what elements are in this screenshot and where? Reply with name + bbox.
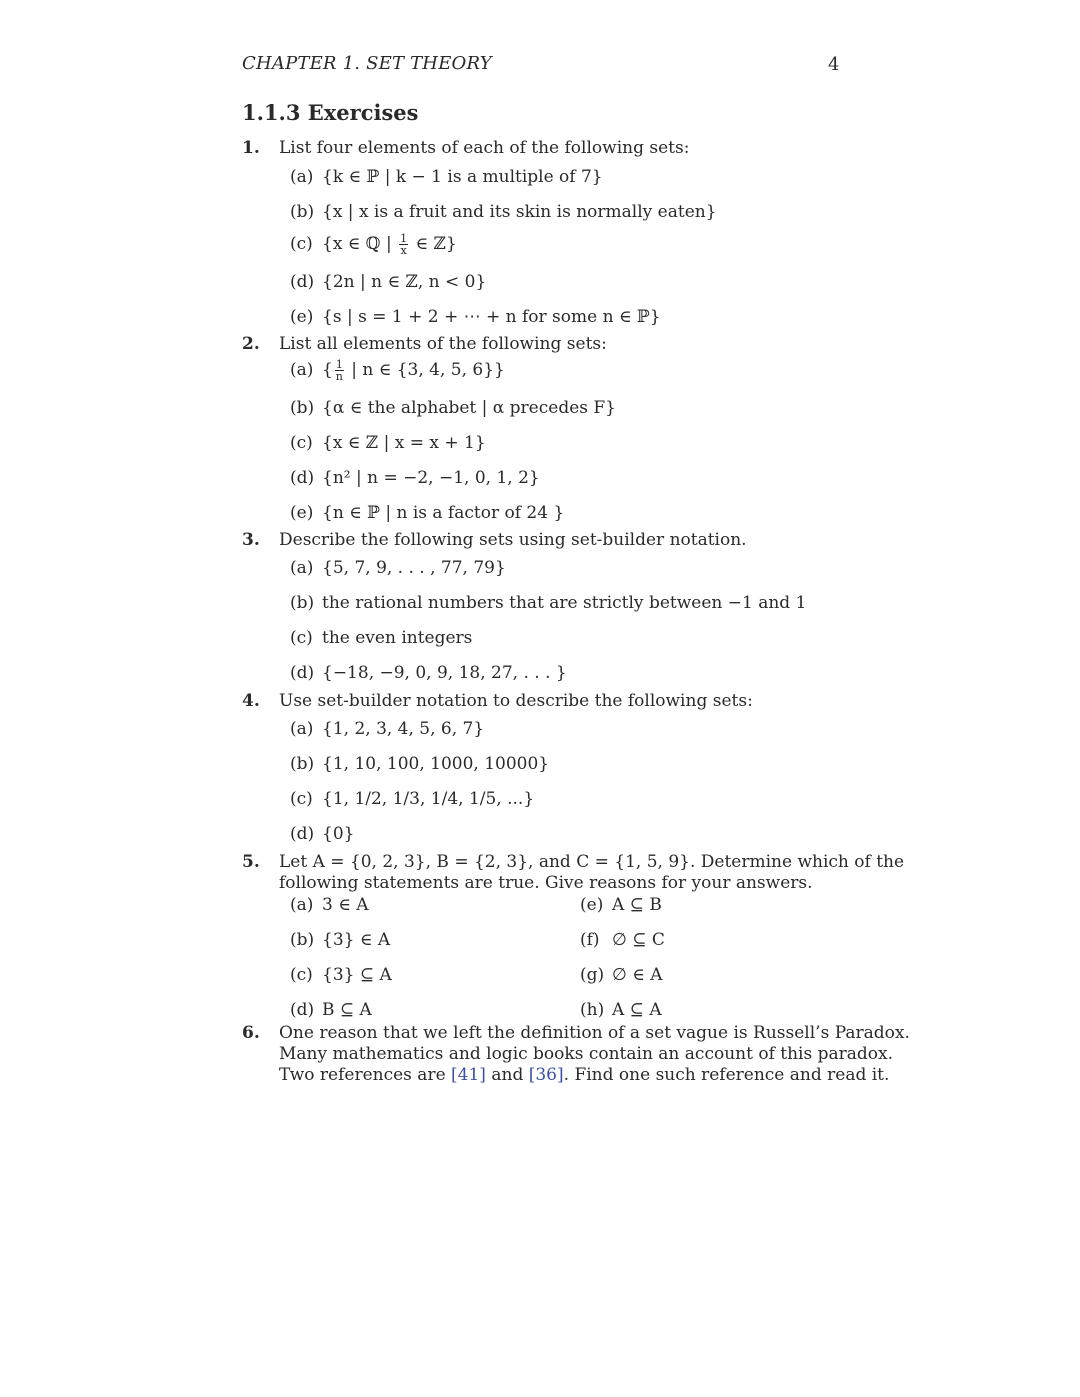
item-label: (e) [580, 895, 604, 915]
citation-link[interactable]: [36] [528, 1065, 564, 1085]
exercise-prompt: Describe the following sets using set-builder notation. [279, 530, 747, 550]
exercise-prompt-line: Let A = {0, 2, 3}, B = {2, 3}, and C = {1, 5, 9}. Determine which of the [279, 852, 905, 872]
page-number: 4 [828, 54, 840, 75]
item-text: ∅ ∈ A [612, 965, 663, 985]
fraction-numerator: 1 [400, 232, 408, 245]
item-text: {x | x is a fruit and its skin is normally eaten} [322, 202, 717, 222]
exercise-item [290, 468, 540, 488]
item-label: (e) [290, 503, 314, 523]
exercise-prompt-line [279, 1065, 889, 1086]
item-label: (b) [290, 398, 315, 418]
item-text: {0} [322, 824, 355, 844]
item-text: B ⊆ A [322, 1000, 372, 1020]
item-label: (a) [290, 558, 314, 578]
item-label: (b) [290, 754, 315, 774]
exercise-number: 5. [242, 852, 260, 872]
line-text: and [485, 1065, 529, 1085]
running-head: CHAPTER 1. SET THEORY [242, 53, 492, 74]
exercise-item [290, 167, 603, 187]
exercise-item [580, 895, 662, 915]
fraction-denominator: x [400, 244, 407, 257]
item-label: (c) [290, 965, 313, 985]
exercise-prompt: List four elements of each of the following sets: [279, 138, 690, 158]
item-label: (c) [290, 433, 313, 453]
fraction [399, 233, 408, 256]
exercise-item [290, 663, 567, 683]
item-text-pre: { [322, 360, 333, 380]
item-text: A ⊆ A [612, 1000, 662, 1020]
exercise-item [580, 930, 665, 950]
item-text-post: | n ∈ {3, 4, 5, 6}} [345, 360, 505, 380]
exercise-item [290, 272, 486, 292]
exercise-item [580, 965, 662, 985]
item-text: the even integers [322, 628, 473, 648]
item-label: (d) [290, 468, 315, 488]
item-text: {s | s = 1 + 2 + ⋯ + n for some n ∈ ℙ} [322, 307, 661, 327]
item-text: {3} ⊆ A [322, 965, 392, 985]
item-text: ∅ ⊆ C [612, 930, 665, 950]
exercise-item [290, 359, 505, 382]
exercise-prompt: List all elements of the following sets: [279, 334, 607, 354]
exercise-item [290, 202, 717, 222]
item-text: {k ∈ ℙ | k − 1 is a multiple of 7} [322, 167, 603, 187]
exercise-item [290, 719, 484, 739]
item-text: {−18, −9, 0, 9, 18, 27, . . . } [322, 663, 567, 683]
exercise-item [290, 307, 661, 327]
item-label: (d) [290, 272, 315, 292]
item-label: (f) [580, 930, 600, 950]
line-text: . Find one such reference and read it. [563, 1065, 890, 1085]
exercise-prompt-line: Many mathematics and logic books contain an account of this paradox. [279, 1044, 893, 1064]
exercise-prompt-line: following statements are true. Give reasons for your answers. [279, 873, 813, 893]
item-text-post: ∈ ℤ} [410, 234, 457, 254]
item-text: {5, 7, 9, . . . , 77, 79} [322, 558, 506, 578]
fraction-denominator: n [335, 370, 343, 383]
item-text: A ⊆ B [612, 895, 662, 915]
item-label: (c) [290, 789, 313, 809]
exercise-item [290, 789, 534, 809]
exercise-item [290, 433, 486, 453]
line-text: Two references are [279, 1065, 452, 1085]
citation-link[interactable]: [41] [451, 1065, 486, 1085]
exercise-prompt-line: One reason that we left the definition of a set vague is Russell’s Paradox. [279, 1023, 910, 1043]
exercise-number: 2. [242, 334, 260, 354]
item-text: {n ∈ ℙ | n is a factor of 24 } [322, 503, 565, 523]
exercise-item [580, 1000, 662, 1020]
exercise-item [290, 503, 564, 523]
exercise-item [290, 1000, 372, 1020]
exercise-item [290, 628, 472, 648]
exercise-item [290, 558, 506, 578]
item-text: 3 ∈ A [322, 895, 369, 915]
item-label: (b) [290, 202, 315, 222]
item-label: (c) [290, 628, 313, 648]
fraction-numerator: 1 [335, 358, 343, 371]
exercise-item [290, 233, 457, 256]
item-label: (d) [290, 1000, 315, 1020]
item-label: (d) [290, 663, 315, 683]
item-label: (e) [290, 307, 314, 327]
item-text: {x ∈ ℤ | x = x + 1} [322, 433, 486, 453]
exercise-item [290, 895, 368, 915]
item-label: (h) [580, 1000, 605, 1020]
item-text: {3} ∈ A [322, 930, 391, 950]
item-label: (g) [580, 965, 605, 985]
item-label: (b) [290, 593, 315, 613]
exercise-prompt: Use set-builder notation to describe the following sets: [279, 691, 753, 711]
item-text: {1, 2, 3, 4, 5, 6, 7} [322, 719, 485, 739]
item-text: {1, 1/2, 1/3, 1/4, 1/5, ...} [322, 789, 535, 809]
item-label: (b) [290, 930, 315, 950]
item-text: the rational numbers that are strictly between −1 and 1 [322, 593, 807, 613]
exercise-item [290, 593, 806, 613]
item-label: (a) [290, 895, 314, 915]
section-title: 1.1.3 Exercises [242, 100, 419, 125]
exercise-item [290, 930, 390, 950]
exercise-number: 6. [242, 1023, 260, 1043]
item-text: {n² | n = −2, −1, 0, 1, 2} [322, 468, 540, 488]
item-label: (a) [290, 360, 314, 380]
item-label: (a) [290, 167, 314, 187]
exercise-item [290, 398, 616, 418]
exercise-number: 4. [242, 691, 260, 711]
exercise-item [290, 754, 549, 774]
item-text-pre: {x ∈ ℚ | [322, 234, 398, 254]
item-text: {α ∈ the alphabet | α precedes F} [322, 398, 616, 418]
item-label: (c) [290, 234, 313, 254]
item-text: {2n | n ∈ ℤ, n < 0} [322, 272, 487, 292]
exercise-number: 1. [242, 138, 260, 158]
item-label: (d) [290, 824, 315, 844]
exercise-number: 3. [242, 530, 260, 550]
exercise-item [290, 824, 354, 844]
exercise-item [290, 965, 392, 985]
fraction [335, 359, 344, 382]
item-text: {1, 10, 100, 1000, 10000} [322, 754, 550, 774]
item-label: (a) [290, 719, 314, 739]
